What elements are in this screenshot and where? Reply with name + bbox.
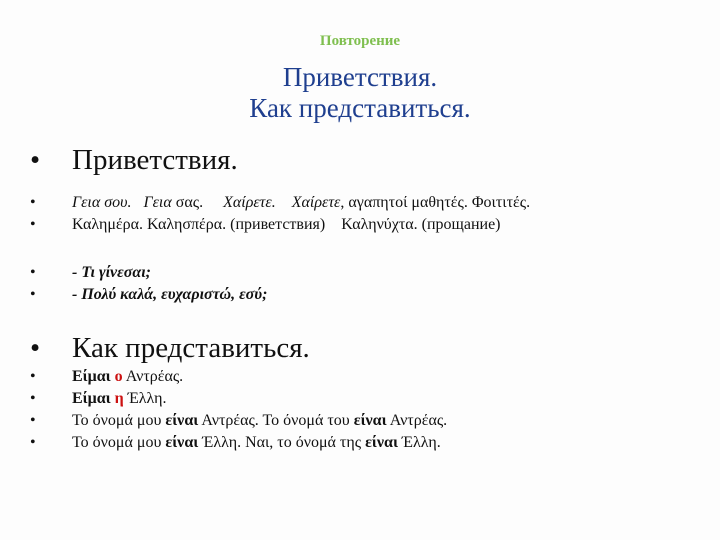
heading-text: Приветствия. [72,144,238,176]
greeting-text: (прощание) [421,216,501,233]
slide-subtitle: Повторение [319,33,401,49]
intro-text: Αντρέας. [125,368,184,385]
intro-text: είναι [165,434,199,451]
greeting-text: Χαίρετε. [223,194,276,211]
intro-text: Το όνομά μου [72,434,162,451]
bullet: • [30,194,36,211]
bullet: • [30,144,41,176]
greeting-text: Καλημέρα. [72,216,143,233]
intro-text: Αντρέας. [389,412,448,429]
article-red: ο [114,368,123,385]
intro-text: Έλλη. [127,390,167,407]
title-line-2: Как представиться. [249,93,471,123]
bullet: • [30,286,36,303]
intro-text: Είμαι [72,368,111,385]
intro-text: Έλλη. Ναι, το όνομά της [202,434,362,451]
bullet: • [30,264,36,281]
dialog-line: - Πολύ καλά, ευχαριστώ, εσύ; [72,286,268,303]
bullet: • [30,332,41,364]
intro-text: είναι [353,412,387,429]
intro-text: είναι [365,434,398,451]
greeting-text: (приветствия) [230,216,326,233]
bullet: • [30,368,36,385]
greeting-text: σας. [175,194,204,211]
greeting-text: Γεια [143,194,172,211]
greeting-text: Γεια σου. [72,194,132,211]
bullet: • [30,412,36,429]
dialog-line: - Τι γίνεσαι; [72,264,151,281]
intro-text: είναι [165,412,199,429]
intro-text: Το όνομά μου [72,412,162,429]
article-red: η [114,390,124,407]
intro-text: Έλλη. [401,434,441,451]
bullet: • [30,216,36,233]
intro-text: Είμαι [72,390,111,407]
greeting-text: Καλησπέρα. [147,216,227,233]
bullet: • [30,390,36,407]
heading-text: Как представиться. [72,332,310,364]
intro-text: Αντρέας. Το όνομά του [201,412,350,429]
bullet: • [30,434,36,451]
greeting-text: Καληνύχτα. [341,216,418,233]
title-line-1: Приветствия. [282,62,438,92]
greeting-text: Χαίρετε [291,194,341,211]
slide-title [0,62,720,124]
greeting-text: , αγαπητοί μαθητές. Φοιτιτές. [340,194,531,211]
